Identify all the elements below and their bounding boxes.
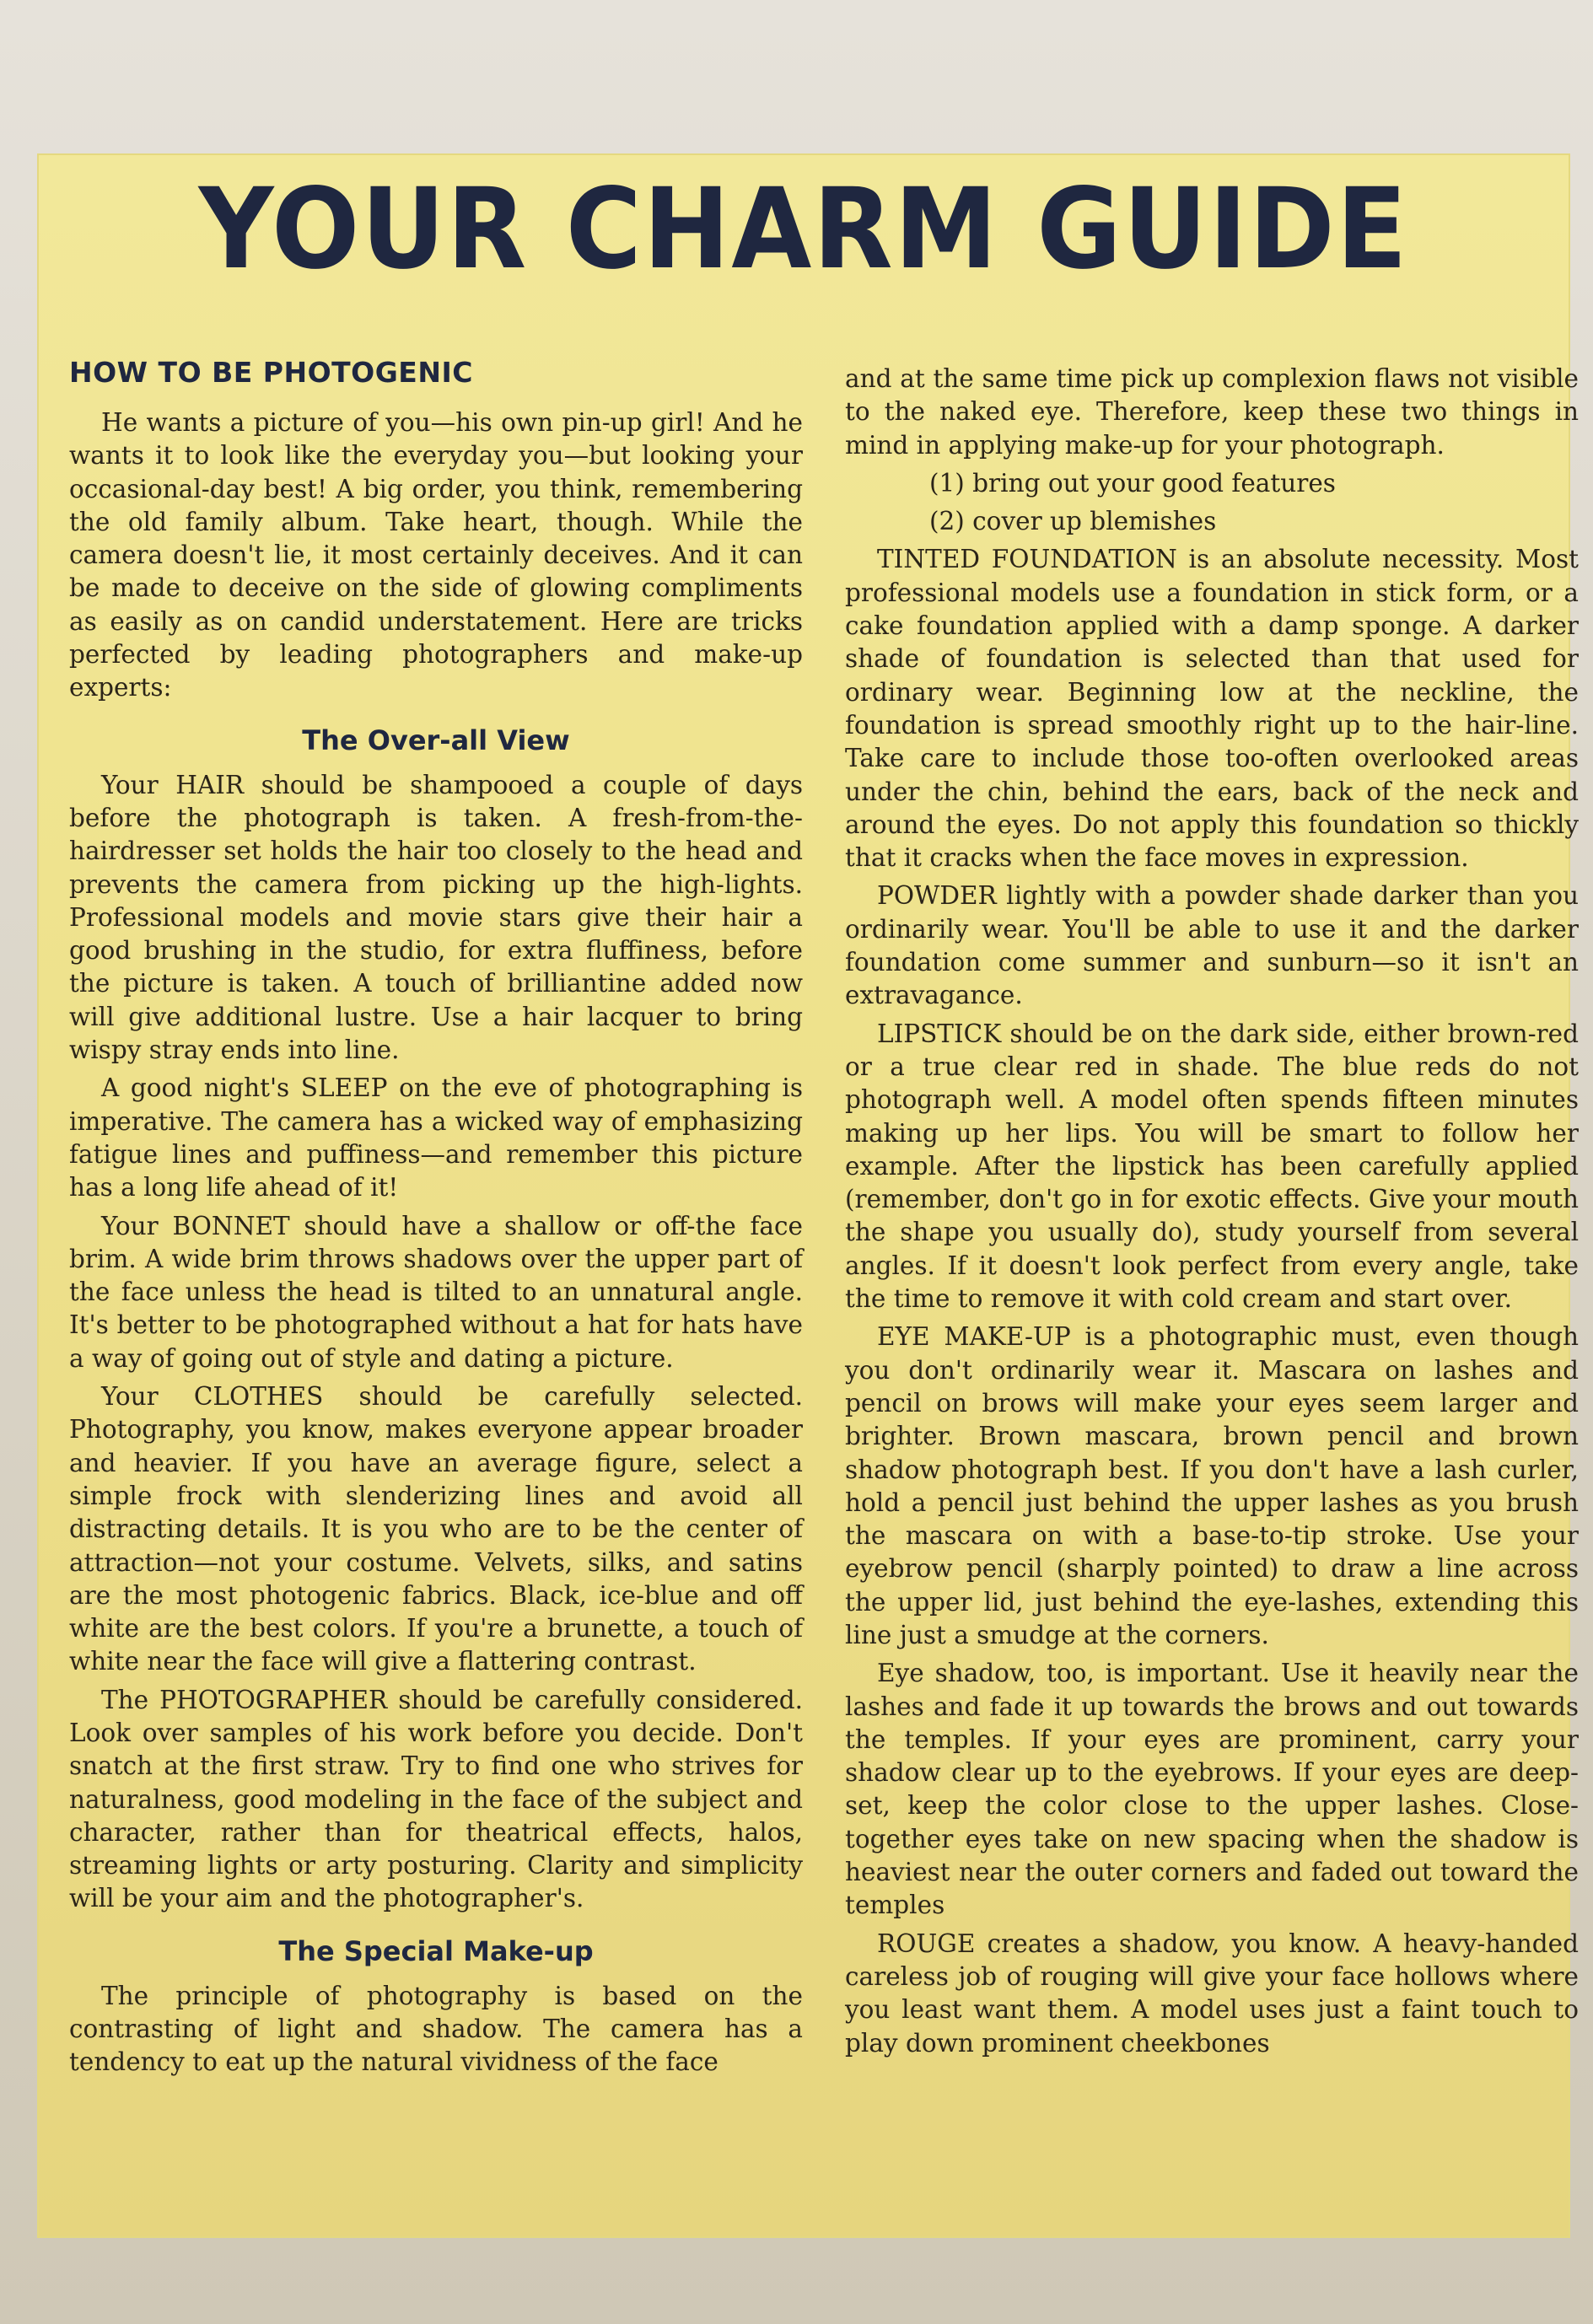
eye-makeup-paragraph: EYE MAKE-UP is a photographic must, even though you don't ordinarily wear it. Mascara on lashes and pencil on brows will make your eyes seem larger and brighter. Brown mascara, brown pencil and brown shadow photograph best. If you don't have a lash curler, hold a pencil just behind the upper lashes as you brush the mascara on with a base-to-tip stroke. Use your eyebrow pencil (sharply pointed) to draw a line across the upper lid, just behind the eye-lashes, extending this line just a smudge at the corners. (845, 1322, 1579, 1649)
rouge-paragraph: ROUGE creates a shadow, you know. A heavy-handed careless job of rouging will give your face hollows where you least want them. A model uses just a faint touch to play down prominent cheekbones (845, 1929, 1579, 2058)
left-column (69, 356, 803, 2085)
list-item-blemishes: (2) cover up blemishes (929, 507, 1217, 536)
bonnet-paragraph: Your BONNET should have a shallow or off-the face brim. A wide brim throws shadows over the upper part of the face unless the head is tilted to an unnatural angle. It's better to be photographed without a hat for hats have a way of going out of style and dating a picture. (69, 1211, 803, 1373)
article-sheet (37, 153, 1579, 2238)
clothes-paragraph: Your CLOTHES should be carefully selected. Photography, you know, makes everyone appear broader and heavier. If you have an average figure, select a simple frock with slenderizing lines and avoid all distracting details. It is you who are to be the center of attraction—not your costume. Velvets, silks, and satins are the most photogenic fabrics. Black, ice-blue and off white are the best colors. If you're a brunette, a touch of white near the face will give a flattering contrast. (69, 1382, 803, 1676)
photographer-paragraph: The PHOTOGRAPHER should be carefully considered. Look over samples of his work before you decide. Don't snatch at the first straw. Try to find one who strives for naturalness, good modeling in the face of the subject and character, rather than for theatrical effects, halos, streaming lights or arty posturing. Clarity and simplicity will be your aim and the photographer's. (69, 1685, 803, 1913)
principle-paragraph: The principle of photography is based on the contrasting of light and shadow. The camera has a tendency to eat up the natural vividness of the face (69, 1981, 803, 2077)
right-column (845, 363, 1579, 2065)
powder-paragraph: POWDER lightly with a powder shade darker than you ordinarily wear. You'll be able to use it and the darker foundation come summer and sunburn—so it isn't an extravagance. (845, 881, 1579, 1010)
eye-shadow-paragraph: Eye shadow, too, is important. Use it heavily near the lashes and fade it up towards the brows and out towards the temples. If your eyes are prominent, carry your shadow clear up to the eyebrows. If your eyes are deep-set, keep the color close to the upper lashes. Close-together eyes take on new spacing when the shadow is heaviest near the outer corners and faded out toward the temples (845, 1659, 1579, 1920)
article-heading: HOW TO BE PHOTOGENIC (69, 356, 473, 389)
continuation-paragraph: and at the same time pick up complexion flaws not visible to the naked eye. Therefore, keep these two things in mind in applying make-up for your photograph. (845, 364, 1579, 460)
page-title: YOUR CHARM GUIDE (198, 164, 1409, 294)
intro-paragraph: He wants a picture of you—his own pin-up girl! And he wants it to look like the everyday you—but looking your occasional-day best! A big order, you think, remembering the old family album. Take heart, though. While the camera doesn't lie, it most certainly deceives. And it can be made to deceive on the side of glowing compliments as easily as on candid understatement. Here are tricks perfected by leading photographers and make-up experts: (69, 408, 803, 702)
section-heading-special-makeup: The Special Make-up (278, 1934, 594, 1967)
foundation-paragraph: TINTED FOUNDATION is an absolute necessity. Most professional models use a foundation in stick form, or a cake foundation applied with a damp sponge. A darker shade of foundation is selected than that used for ordinary wear. Beginning low at the neckline, the foundation is spread smoothly right up to the hair-line. Take care to include those too-often overlooked areas under the chin, behind the ears, back of the neck and around the eyes. Do not apply this foundation so thickly that it cracks when the face moves in expression. (845, 545, 1579, 873)
list-item-features: (1) bring out your good features (929, 468, 1336, 498)
lipstick-paragraph: LIPSTICK should be on the dark side, either brown-red or a true clear red in shade. The blue reds do not photograph well. A model often spends fifteen minutes making up her lips. You will be smart to follow her example. After the lipstick has been carefully applied (remember, don't go in for exotic effects. Give your mouth the shape you usually do), study yourself from several angles. If it doesn't look perfect from every angle, take the time to remove it with cold cream and start over. (845, 1019, 1579, 1314)
sleep-paragraph: A good night's SLEEP on the eve of photographing is imperative. The camera has a wicked way of emphasizing fatigue lines and puffiness—and remember this picture has a long life ahead of it! (69, 1073, 803, 1202)
hair-paragraph: Your HAIR should be shampooed a couple of days before the photograph is taken. A fresh-from-the-hairdresser set holds the hair too closely to the head and prevents the camera from picking up the high-lights. Professional models and movie stars give their hair a good brushing in the studio, for extra fluffiness, before the picture is taken. A touch of brilliantine added now will give additional lustre. Use a hair lacquer to bring wispy stray ends into line. (69, 770, 803, 1065)
section-heading-overall-view: The Over-all View (302, 724, 570, 756)
